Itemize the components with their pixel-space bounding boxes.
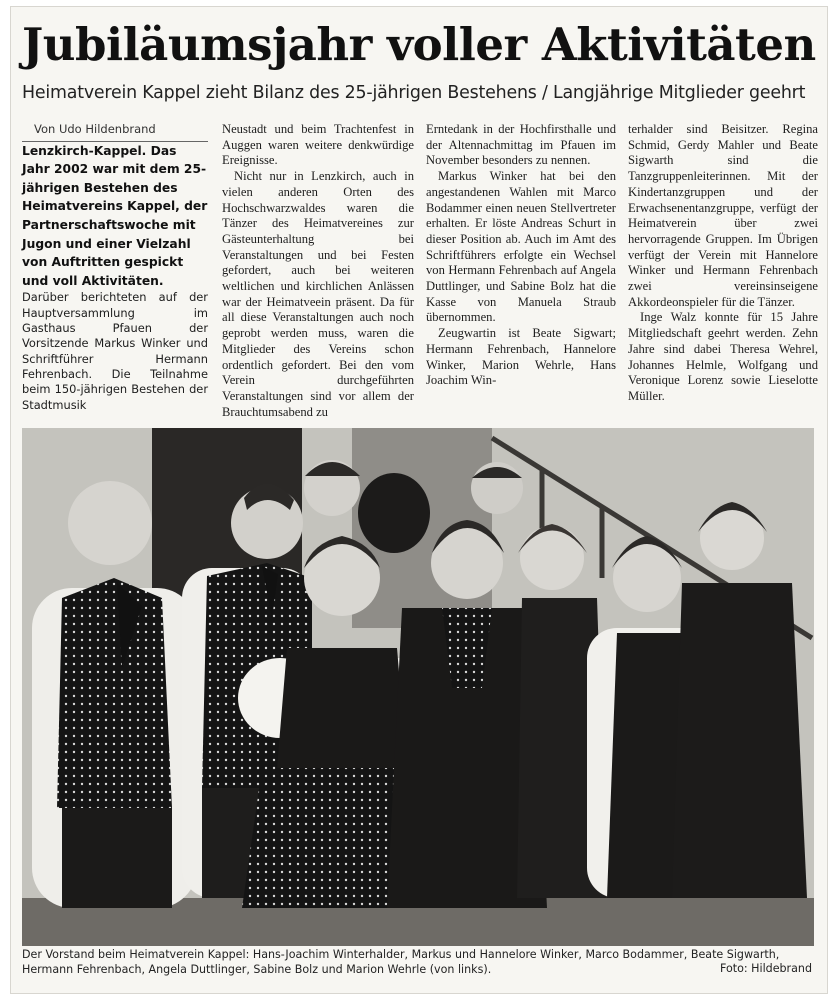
group-photo-illustration (22, 428, 814, 946)
subheadline: Heimatverein Kappel zieht Bilanz des 25-jährigen Bestehens / Langjährige Mitglieder geehrt (22, 83, 806, 103)
body-paragraph: terhalder sind Beisitzer. Regina Schmid, Gerdy Mahler und Beate Sigwarth sind die Tanzgruppenleiterinnen. Mit der Kindertanzgruppen und der Erwachsenentanzgruppe, verfügt der Heimatverein über zwei hervorragende Gruppen. Im Übrigen verfügt der Verein mit Hannelore Winker und Hermann Fehrenbach zwei vereinsinseigene Akkordeonspieler für die Tänzer. (628, 122, 818, 309)
column-1 (22, 122, 208, 422)
column-4 (628, 122, 818, 422)
column-2 (222, 122, 414, 422)
body-paragraph: Inge Walz konnte für 15 Jahre Mitgliedschaft geehrt werden. Zehn Jahre sind dabei Theresa Wehrel, Johannes Helmle, Wolfgang und Veronique Lorenz sowie Lieselotte Müller. (628, 310, 818, 403)
group-photo (22, 428, 814, 946)
photo-credit: Foto: Hildebrand (719, 962, 812, 975)
byline: Von Udo Hildenbrand (22, 122, 208, 142)
body-paragraph: Erntedank in der Hochfirsthalle und der Altennachmittag im Pfauen im November besonders zu nennen. (426, 122, 616, 168)
body-paragraph: Nicht nur in Lenzkirch, auch in vielen anderen Orten des Hochschwarzwaldes waren die Tänzer des Heimatvereines zur Gästeunterhaltung bei Veranstaltungen und bei Festen gefordert, auch bei weiteren weltlichen und kirchlichen Anlässen war der Heimatveein präsent. Da für all diese Veranstaltungen auch noch geprobt werden muss, waren die Mitglieder des Vereins schon ordentlich gefordert. Bei den vom Verein durchgeführten Veranstaltungen sind vor allem der Brauchtumsabend zu (222, 169, 414, 419)
body-paragraph: Zeugwartin ist Beate Sigwart; Hermann Fehrenbach, Hannelore Winker, Marion Wehrle, Hans Joachim Win- (426, 326, 616, 388)
body-paragraph: Darüber berichteten auf der Hauptversammlung im Gasthaus Pfauen der Vorsitzende Markus Winker und Schriftführer Hermann Fehrenbach. Die Teilnahme beim 150-jährigen Bestehen der Stadtmusik (22, 290, 208, 412)
body-paragraph: Markus Winker hat bei den angestandenen Wahlen mit Marco Bodammer einen neuen Stellvertreter erhalten. Er löste Andreas Schurt in dieser Position ab. Auch im Amt des Schriftführers erfolgte ein Wechsel von Hermann Fehrenbach auf Angela Duttlinger, und Sabine Bolz hat die Kasse von Manuela Straub übernommen. (426, 169, 616, 325)
body-paragraph: Neustadt und beim Trachtenfest in Auggen waren weitere denkwürdige Ereignisse. (222, 122, 414, 168)
headline: Jubiläumsjahr voller Aktivitäten (22, 18, 816, 71)
photo-caption: Der Vorstand beim Heimatverein Kappel: Hans-Joachim Winterhalder, Markus und Hannelore Winker, Marco Bodammer, Beate Sigwarth, Hermann Fehrenbach, Angela Duttlinger, Sabine Bolz und Marion Wehrle (von links). (22, 948, 780, 976)
column-3 (426, 122, 616, 422)
lead-paragraph: Lenzkirch-Kappel. Das Jahr 2002 war mit dem 25-jährigen Bestehen des Heimatvereins Kappel, der Partnerschaftswoche mit Jugon und einer Vielzahl von Auftritten gespickt und voll Aktivitäten. (22, 143, 208, 288)
